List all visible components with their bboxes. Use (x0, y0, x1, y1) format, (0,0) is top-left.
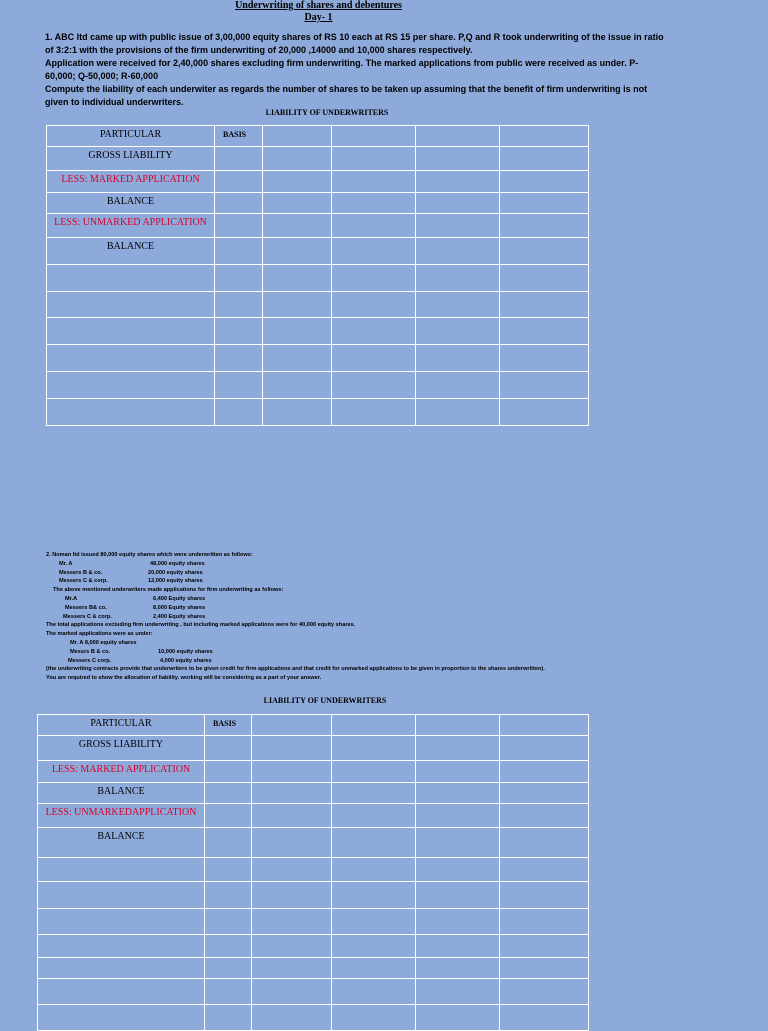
value-cell (416, 318, 500, 345)
table-row (38, 979, 589, 1005)
q1-line: Application were received for 2,40,000 shares excluding firm underwriting. The marked applications from public were received as under. P- (45, 58, 639, 68)
value-cell (252, 1005, 332, 1031)
basis-cell (205, 761, 252, 783)
q1-table-caption: LIABILITY OF UNDERWRITERS (265, 108, 389, 117)
table-row (38, 858, 589, 882)
q2-underwriter-name: Messers B & co. (59, 569, 103, 576)
particular-cell: LESS: MARKED APPLICATION (47, 171, 215, 193)
value-cell (332, 171, 416, 193)
value-cell (416, 935, 500, 958)
value-cell (500, 292, 589, 318)
value-cell (332, 804, 416, 828)
basis-cell (215, 238, 263, 265)
basis-cell (205, 828, 252, 858)
value-cell (500, 804, 589, 828)
value-cell (332, 828, 416, 858)
particular-cell: BALANCE (47, 238, 215, 265)
value-cell (252, 828, 332, 858)
table-row (38, 882, 589, 909)
particular-cell (47, 318, 215, 345)
particular-cell (38, 935, 205, 958)
value-cell (332, 147, 416, 171)
table-row (38, 935, 589, 958)
value-cell (416, 979, 500, 1005)
value-cell (500, 715, 589, 736)
value-cell (263, 399, 332, 426)
table-row (38, 736, 589, 761)
value-cell (416, 214, 500, 238)
value-cell (500, 265, 589, 292)
value-cell (263, 318, 332, 345)
particular-cell: LESS: UNMARKED APPLICATION (47, 214, 215, 238)
q2-marked-shares: 4,000 equity shares (160, 657, 212, 664)
value-cell (263, 345, 332, 372)
value-cell (332, 292, 416, 318)
particular-cell: BALANCE (47, 193, 215, 214)
basis-cell (215, 292, 263, 318)
value-cell (416, 958, 500, 979)
table-row (47, 372, 589, 399)
value-cell (252, 736, 332, 761)
q1-line: 1. ABC ltd came up with public issue of 3,00,000 equity shares of RS 10 each at RS 15 per share. P,Q and R took underwriting of the issue in ratio (45, 32, 664, 42)
value-cell (263, 238, 332, 265)
value-cell (332, 399, 416, 426)
value-cell (252, 783, 332, 804)
basis-cell (215, 345, 263, 372)
page-title: Underwriting of shares and debentures (235, 0, 402, 11)
table-row (38, 783, 589, 804)
particular-cell (47, 265, 215, 292)
value-cell (252, 882, 332, 909)
table-row (47, 214, 589, 238)
q2-marked-shares: 10,000 equity shares (158, 648, 213, 655)
value-cell (252, 804, 332, 828)
value-cell (332, 909, 416, 935)
q2-firm-name: Messers B& co. (65, 604, 107, 611)
value-cell (252, 979, 332, 1005)
value-cell (263, 292, 332, 318)
value-cell (332, 958, 416, 979)
value-cell (332, 761, 416, 783)
table-row (47, 292, 589, 318)
value-cell (332, 126, 416, 147)
value-cell (416, 372, 500, 399)
value-cell (252, 909, 332, 935)
value-cell (416, 147, 500, 171)
q2-table-caption: LIABILITY OF UNDERWRITERS (263, 696, 387, 705)
basis-cell (215, 193, 263, 214)
q1-line: of 3:2:1 with the provisions of the firm underwriting of 20,000 ,14000 and 10,000 shares respectively. (45, 45, 473, 55)
basis-cell (205, 882, 252, 909)
value-cell (500, 761, 589, 783)
value-cell (263, 265, 332, 292)
value-cell (332, 193, 416, 214)
q2-firm-shares: 2,400 Equity shares (153, 613, 206, 620)
value-cell (263, 193, 332, 214)
value-cell (416, 345, 500, 372)
particular-cell (47, 345, 215, 372)
q2-marked-intro: The marked applications were as under: (46, 631, 153, 638)
q2-underwriter-shares: 20,000 equity shares (148, 569, 203, 576)
value-cell (500, 935, 589, 958)
particular-cell: LESS: MARKED APPLICATION (38, 761, 205, 783)
value-cell (332, 372, 416, 399)
q2-total-line: The total applications excluding firm underwriting , but including marked applications were for 40,000 equity shares. (46, 622, 356, 629)
particular-cell: BALANCE (38, 783, 205, 804)
basis-cell (215, 214, 263, 238)
value-cell (500, 909, 589, 935)
value-cell (416, 126, 500, 147)
value-cell (332, 736, 416, 761)
q2-underwriter-shares: 12,000 equity shares (148, 578, 203, 585)
value-cell (500, 858, 589, 882)
value-cell (332, 318, 416, 345)
value-cell (500, 214, 589, 238)
particular-cell (38, 1005, 205, 1031)
basis-cell (205, 1005, 252, 1031)
q2-marked-name: Messrs B & co. (70, 648, 111, 655)
value-cell (332, 935, 416, 958)
value-cell (416, 858, 500, 882)
particular-cell (47, 372, 215, 399)
q1-line: given to individual underwriters. (45, 97, 184, 107)
table-row (47, 318, 589, 345)
particular-cell: LESS: UNMARKEDAPPLICATION (38, 804, 205, 828)
q2-underwriter-name: Mr. A (59, 560, 73, 567)
value-cell (416, 238, 500, 265)
value-cell (263, 147, 332, 171)
table-row (47, 126, 589, 147)
q2-marked-name: Mr. A 8,000 equity shares (70, 639, 137, 646)
particular-cell (38, 882, 205, 909)
value-cell (416, 399, 500, 426)
value-cell (500, 345, 589, 372)
value-cell (263, 214, 332, 238)
value-cell (332, 783, 416, 804)
particular-cell (38, 979, 205, 1005)
value-cell (500, 736, 589, 761)
value-cell (252, 958, 332, 979)
value-cell (416, 761, 500, 783)
value-cell (416, 1005, 500, 1031)
value-cell (252, 858, 332, 882)
basis-cell (215, 318, 263, 345)
value-cell (500, 372, 589, 399)
q2-firm-intro: The above mentioned underwriters made applications for firm underwriting as follows: (53, 587, 284, 594)
table-row (47, 265, 589, 292)
particular-cell: GROSS LIABILITY (47, 147, 215, 171)
value-cell (332, 858, 416, 882)
basis-cell (215, 171, 263, 193)
value-cell (500, 399, 589, 426)
basis-cell (215, 265, 263, 292)
q2-underwriter-shares: 48,000 equity shares (150, 560, 205, 567)
table-row (38, 958, 589, 979)
q1-liability-table (46, 125, 589, 426)
value-cell (500, 193, 589, 214)
table-row (47, 147, 589, 171)
value-cell (252, 715, 332, 736)
basis-cell (205, 935, 252, 958)
page-subtitle: Day- 1 (304, 12, 333, 23)
q2-firm-name: Mr.A (65, 595, 78, 602)
q2-firm-name: Messers C & corp. (63, 613, 112, 620)
basis-cell (205, 736, 252, 761)
value-cell (500, 318, 589, 345)
q2-instruction: You are required to show the allocation of liability. working will be considering as a part of your answer. (46, 675, 322, 682)
table-row (47, 171, 589, 193)
value-cell (416, 783, 500, 804)
value-cell (332, 214, 416, 238)
value-cell (332, 979, 416, 1005)
question-2 (46, 551, 746, 683)
basis-cell (205, 804, 252, 828)
particular-cell: GROSS LIABILITY (38, 736, 205, 761)
value-cell (252, 761, 332, 783)
basis-cell (215, 372, 263, 399)
basis-cell (215, 147, 263, 171)
value-cell (416, 715, 500, 736)
value-cell (332, 1005, 416, 1031)
particular-cell (38, 909, 205, 935)
value-cell (252, 935, 332, 958)
q2-intro: 2. Noman ltd issued 80,000 equity shares which were underwritten as follows: (46, 552, 253, 558)
value-cell (263, 171, 332, 193)
value-cell (500, 828, 589, 858)
particular-cell: PARTICULAR (47, 126, 215, 147)
q2-liability-table (37, 714, 589, 1031)
value-cell (332, 265, 416, 292)
table-row (47, 399, 589, 426)
value-cell (332, 882, 416, 909)
value-cell (332, 715, 416, 736)
table-row (38, 828, 589, 858)
value-cell (416, 265, 500, 292)
particular-cell (47, 399, 215, 426)
value-cell (416, 804, 500, 828)
value-cell (500, 147, 589, 171)
particular-cell (38, 958, 205, 979)
value-cell (500, 126, 589, 147)
q2-note: (the underwriting contracts provide that underwriters to be given credit for firm applications and that credit for unmarked applications to be given in proportion to the shares underwritten). (46, 666, 545, 673)
table-row (38, 804, 589, 828)
q1-line: 60,000; Q-50,000; R-60,000 (45, 71, 159, 81)
table-row (38, 1005, 589, 1031)
table-row (47, 238, 589, 265)
basis-cell: BASIS (215, 126, 263, 147)
value-cell (500, 238, 589, 265)
value-cell (332, 345, 416, 372)
table-row (38, 715, 589, 736)
basis-cell (205, 858, 252, 882)
particular-cell: PARTICULAR (38, 715, 205, 736)
q2-underwriter-name: Messers C & corp. (59, 578, 108, 585)
value-cell (332, 238, 416, 265)
particular-cell (47, 292, 215, 318)
table-row (38, 761, 589, 783)
basis-cell (215, 399, 263, 426)
table-row (38, 909, 589, 935)
value-cell (500, 783, 589, 804)
value-cell (416, 828, 500, 858)
value-cell (416, 193, 500, 214)
table-row (47, 345, 589, 372)
q1-line: Compute the liability of each underwiter as regards the number of shares to be taken up assuming that the benefit of firm underwriting is not (45, 84, 648, 94)
q2-marked-name: Messers C corp. (68, 657, 112, 664)
basis-cell (205, 979, 252, 1005)
basis-cell (205, 958, 252, 979)
value-cell (500, 1005, 589, 1031)
particular-cell (38, 858, 205, 882)
value-cell (416, 171, 500, 193)
basis-cell (205, 783, 252, 804)
question-1 (45, 31, 767, 109)
value-cell (263, 126, 332, 147)
q2-firm-shares: 8,000 Equity shares (153, 604, 206, 611)
q2-firm-shares: 6,400 Equity shares (153, 595, 206, 602)
particular-cell: BALANCE (38, 828, 205, 858)
basis-cell (205, 909, 252, 935)
value-cell (500, 882, 589, 909)
value-cell (416, 909, 500, 935)
value-cell (416, 736, 500, 761)
value-cell (500, 958, 589, 979)
table-row (47, 193, 589, 214)
basis-cell: BASIS (205, 715, 252, 736)
value-cell (500, 171, 589, 193)
value-cell (500, 979, 589, 1005)
value-cell (263, 372, 332, 399)
value-cell (416, 292, 500, 318)
value-cell (416, 882, 500, 909)
